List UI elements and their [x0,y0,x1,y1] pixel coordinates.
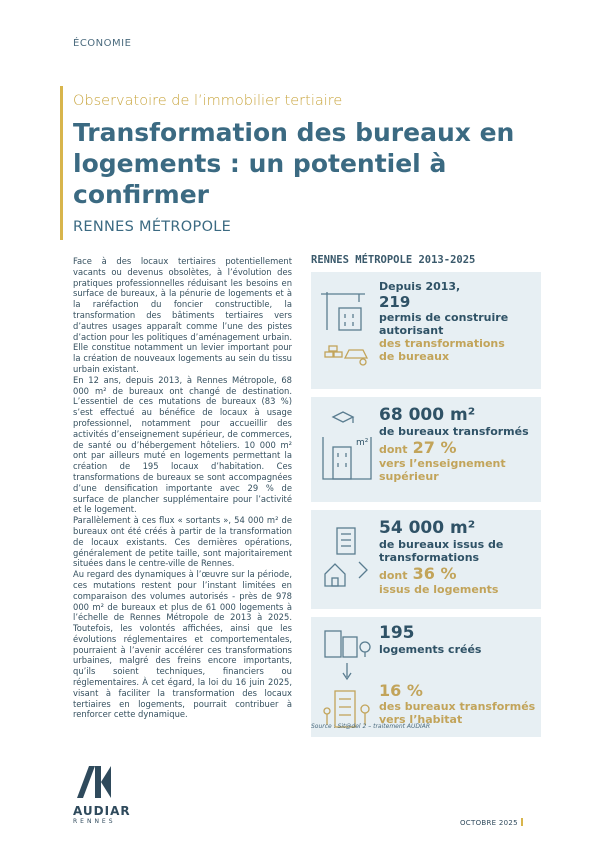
date-accent-bar [521,818,523,826]
paragraph: Au regard des dynamiques à l’œuvre sur la période, ces mutations restent pour l’instant limitées en comparaison des volumes autorisés - près de 978 000 m² de bureaux et plus de 61 000 logements à l’échelle de Rennes Métropole de 2013 à 2025. Toutefois, les volontés affichées, ainsi que les évolutions réglementaires et comportementales, pourraient à l’avenir accélérer ces transformations urbaines, malgré des freins encore importants, qu’ils soient techniques, financiers ou réglementaires. À cet égard, la loi du 16 juin 2025, visant à faciliter la transformation des locaux tertiaires en logements, pourrait contribuer à renforcer cette dynamique. [73,569,292,720]
figure-box-created [311,510,541,609]
paragraph: Parallèlement à ces flux « sortants », 54 000 m² de bureaux ont été créés à partir de la transformation de locaux existants. Ces dernières opérations, généralement de petite taille, sont majoritairement situées dans le centre-ville de Rennes. [73,515,292,569]
box1-line2: permis de construire [379,311,509,324]
graduation-building-icon [319,407,375,489]
box2-gold1: vers l’enseignement [379,457,506,470]
page-subtitle: Observatoire de l’immobilier tertiaire [73,93,343,109]
paragraph: Face à des locaux tertiaires potentiellement vacants ou devenus obsolètes, à l’évolution des pratiques professionnelles réduisant les besoins en surface de bureaux, à la pénurie de logements et à la raréfaction du foncier constructible, la transformation des bâtiments tertiaires vers d’autres usages apparaît comme l’une des pistes d’action pour les politiques d’aménagement urbain. Elle constitue notamment un levier important pour la création de nouveaux logements au sein du tissu urbain existant. [73,256,292,374]
m2-icon-label: m² [356,438,369,448]
figure-box-housing [311,617,541,737]
box3-pct: 36 % [412,564,457,583]
category-label: ÉCONOMIE [73,38,132,49]
box2-number: 68 000 m² [379,405,476,425]
office-conversion-icon [319,522,375,594]
housing-city-icon [317,621,377,733]
box3-gold1: issus de logements [379,583,499,596]
box3-line1: de bureaux issus de [379,538,504,551]
box4-gold1: des bureaux transformés [379,700,536,713]
article-body [73,256,292,720]
logo-mark-icon [73,764,113,800]
box4-line1: logements créés [379,643,482,656]
paragraph: En 12 ans, depuis 2013, à Rennes Métropole, 68 000 m² de bureaux ont changé de destination. L’essentiel de ces mutations de bureaux (83 %) s’est effectué au bénéfice de locaux à usage professionnel, notamment pour accueillir des activités d’enseignement supérieur, de commerces, de santé ou d’hébergement hôteliers. 10 000 m² ont par ailleurs muté en logements permettant la création de 195 locaux d’habitation. Ces transformations de bureaux se sont accompagnées d’une densification importante avec 29 % de surface de plancher supplémentaire pour l’activité et le logement. [73,374,292,515]
panel-heading: RENNES MÉTROPOLE 2013-2025 [311,254,476,266]
box3-dont: dont [379,569,408,582]
source-note: Source : Sit@del 2 – traitement AUDIAR [311,723,431,730]
box3-line2: transformations [379,551,480,564]
page-title: Transformation des bureaux en logements : un potentiel à confirmer [73,118,515,209]
logo-text: AUDIAR [73,804,131,818]
box1-gold2: de bureaux [379,350,450,363]
box1-gold1: des transformations [379,337,505,350]
audiar-logo [73,764,131,825]
box4-pct: 16 % [379,681,423,700]
box2-pct: 27 % [412,438,457,457]
accent-bar [60,86,63,240]
figure-box-transformed [311,397,541,502]
box2-gold2: supérieur [379,470,439,483]
box2-dont: dont [379,443,408,456]
place-label: RENNES MÉTROPOLE [73,219,232,235]
box2-line1: de bureaux transformés [379,425,529,438]
publication-date [460,818,523,827]
box1-line1: Depuis 2013, [379,280,461,293]
box1-number: 219 [379,293,411,311]
key-figures-panel [311,254,541,737]
box1-line3: autorisant [379,324,444,337]
figure-box-permits [311,272,541,389]
box3-number: 54 000 m² [379,518,476,538]
box4-number: 195 [379,623,415,643]
crane-building-icon [319,286,371,376]
logo-subtext: RENNES [73,818,116,825]
box4-gold2: vers l’habitat [379,713,463,726]
date-text: OCTOBRE 2025 [460,819,518,827]
